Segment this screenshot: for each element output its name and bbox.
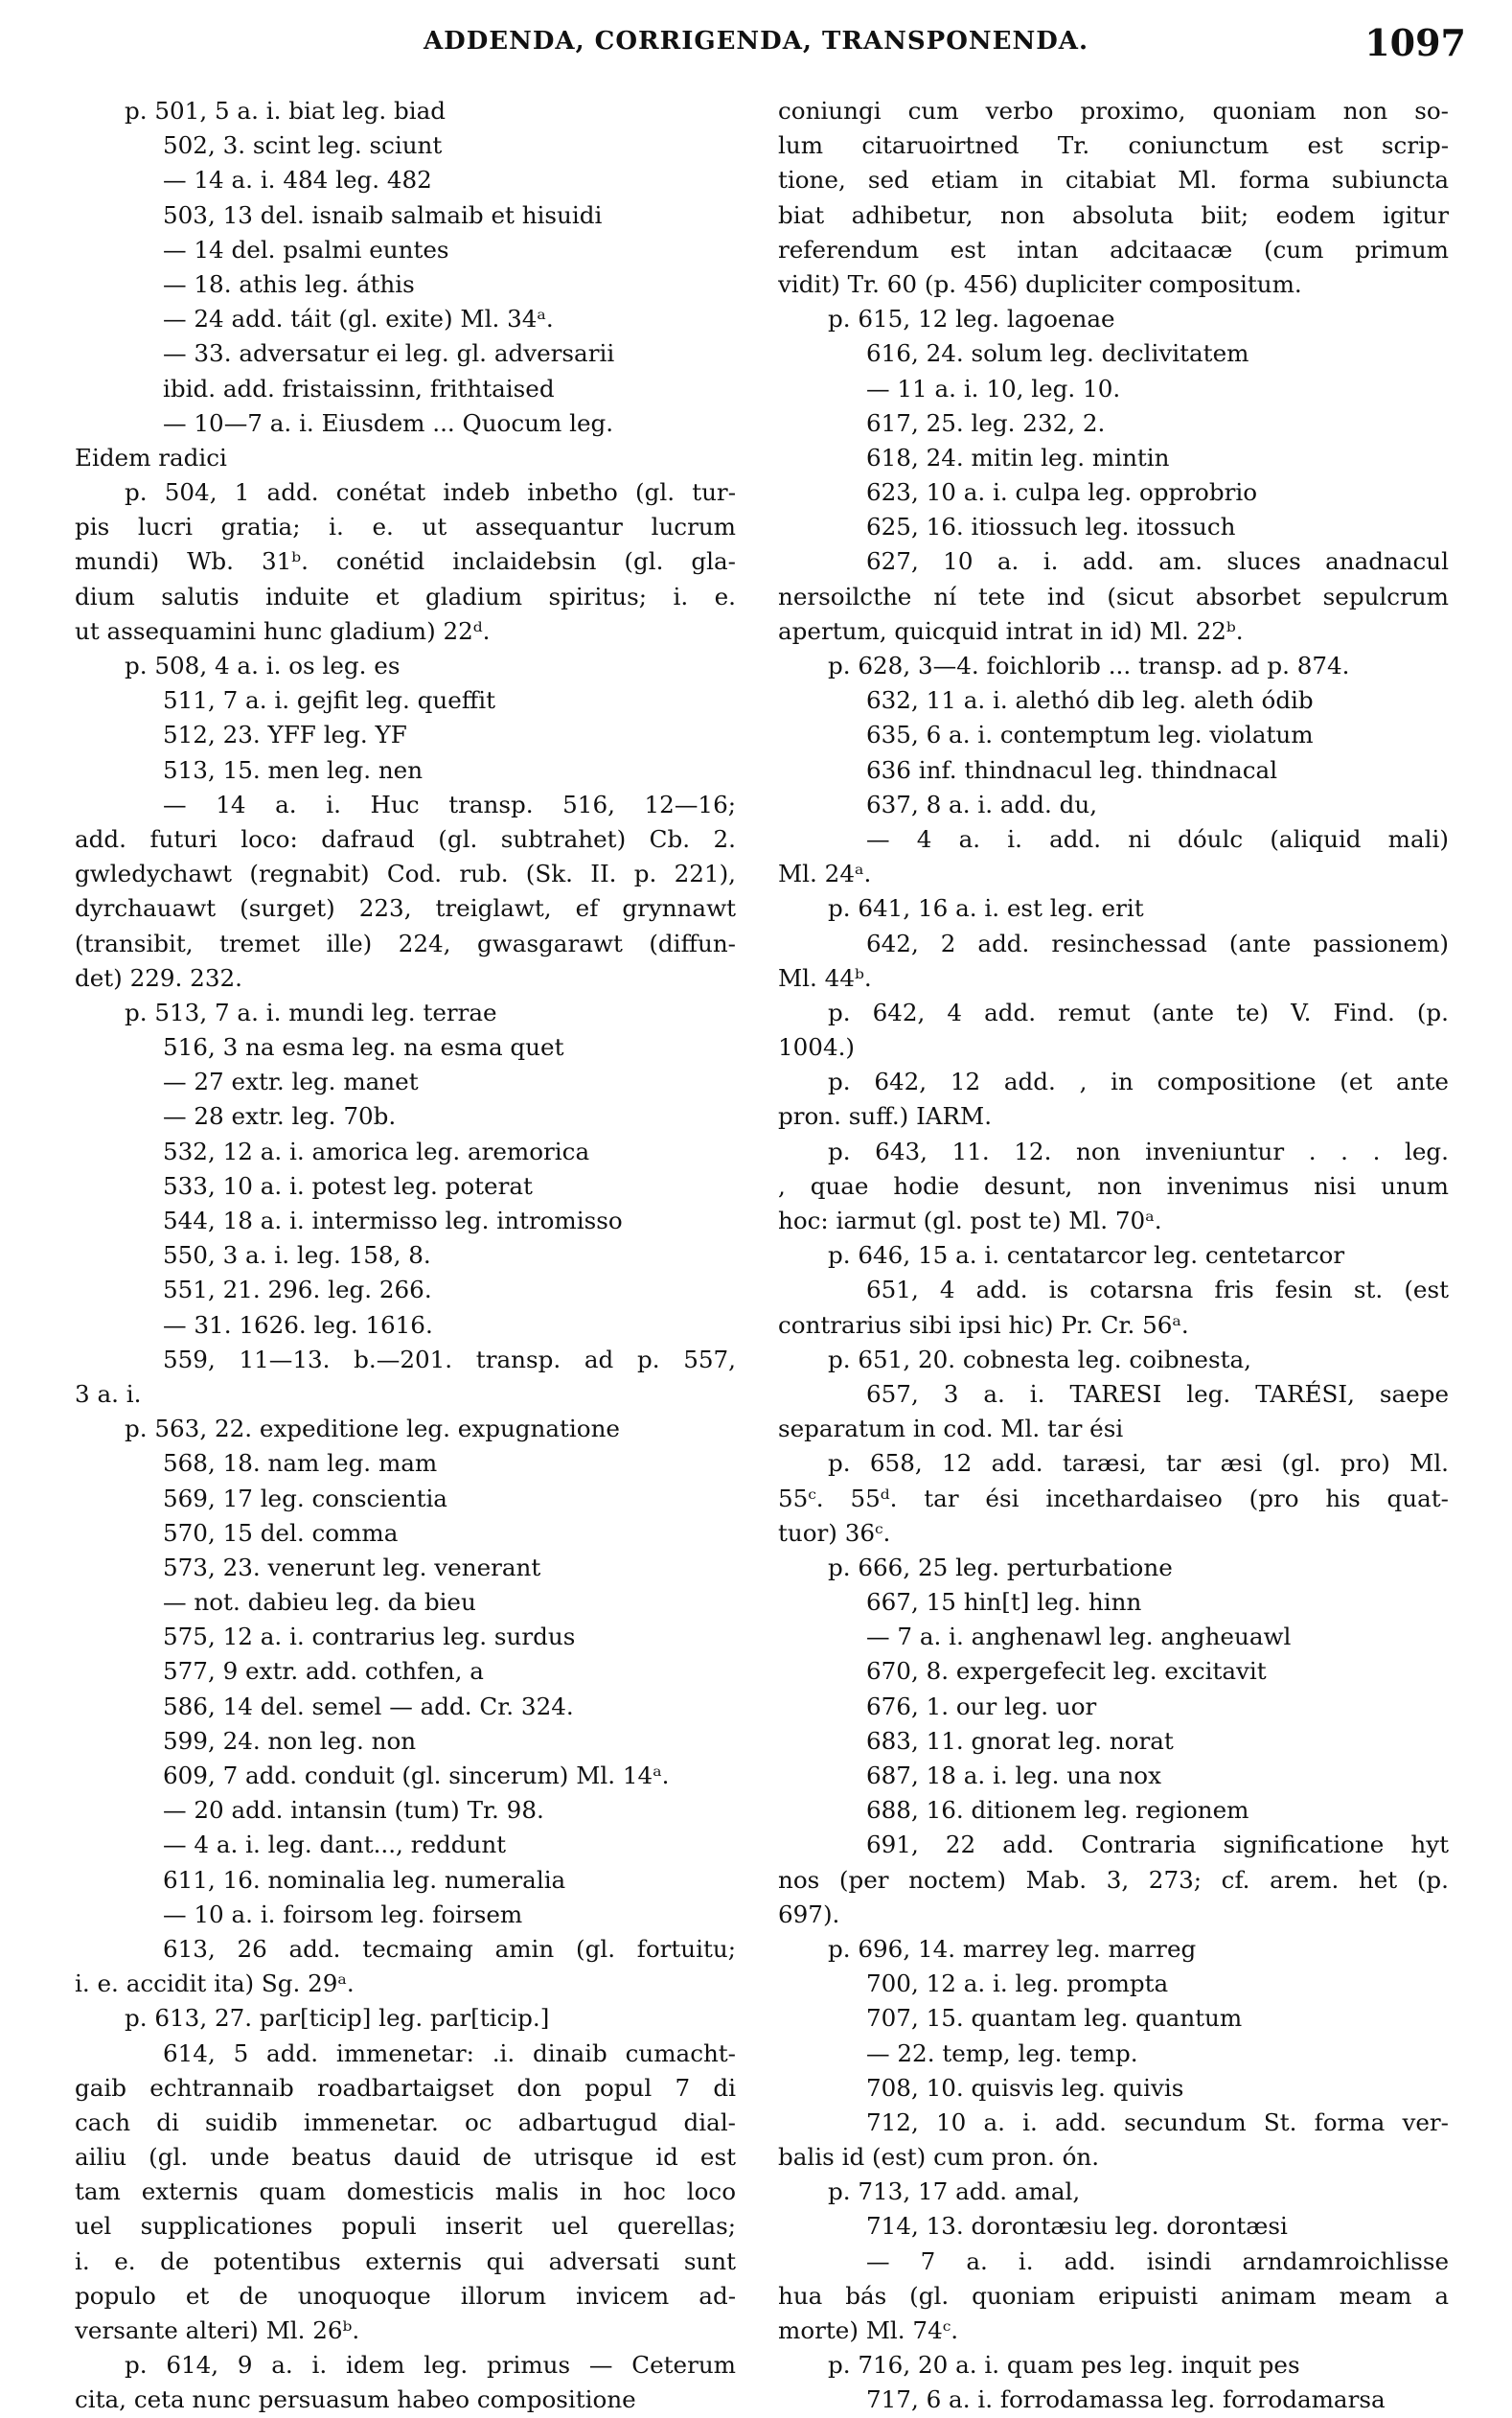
text-line: balis id (est) cum pron. ón. xyxy=(778,2143,1100,2172)
text-line: — 27 extr. leg. manet xyxy=(163,1068,419,1096)
text-line: tam externis quam domesticis malis in hoc loco xyxy=(75,2177,736,2206)
text-line: 502, 3. scint leg. sciunt xyxy=(163,131,443,160)
text-line: mundi) Wb. 31ᵇ. conétid inclaidebsin (gl. gla- xyxy=(75,547,736,576)
text-line: uel supplicationes populi inserit uel querellas; xyxy=(75,2212,736,2241)
text-line: — 7 a. i. add. isindi arndamroichlisse xyxy=(866,2246,1449,2275)
text-line: Ml. 44ᵇ. xyxy=(778,963,872,992)
text-line: p. 643, 11. 12. non inveniuntur . . . leg. xyxy=(828,1137,1449,1165)
text-line: 575, 12 a. i. contrarius leg. surdus xyxy=(163,1623,576,1651)
text-line: 3 a. i. xyxy=(75,1379,142,1408)
text-line: 688, 16. ditionem leg. regionem xyxy=(866,1796,1249,1825)
text-line: cach di suidib immenetar. oc adbartugud dial- xyxy=(75,2107,736,2136)
text-line: p. 513, 7 a. i. mundi leg. terrae xyxy=(125,998,497,1026)
text-line: — 28 extr. leg. 70b. xyxy=(163,1102,397,1131)
text-line: — 14 del. psalmi euntes xyxy=(163,235,449,264)
text-line: 533, 10 a. i. potest leg. poterat xyxy=(163,1171,533,1200)
text-line: 651, 4 add. is cotarsna fris fesin st. (est xyxy=(866,1276,1449,1304)
text-line: 683, 11. gnorat leg. norat xyxy=(866,1726,1174,1755)
text-line: 632, 11 a. i. alethó dib leg. aleth ódib xyxy=(866,686,1314,715)
text-line: 618, 24. mitin leg. mintin xyxy=(866,443,1170,472)
text-line: 712, 10 a. i. add. secundum St. forma ver- xyxy=(866,2107,1449,2136)
text-line: p. 666, 25 leg. perturbatione xyxy=(828,1553,1173,1581)
page-header xyxy=(0,21,1512,67)
text-line: 670, 8. expergefecit leg. excitavit xyxy=(866,1657,1267,1686)
text-line: dium salutis induite et gladium spiritus; i. e. xyxy=(75,582,736,610)
text-line: p. 615, 12 leg. lagoenae xyxy=(828,305,1115,334)
text-line: p. 508, 4 a. i. os leg. es xyxy=(125,652,401,679)
text-line: i. e. accidit ita) Sg. 29ᵃ. xyxy=(75,1969,355,1998)
text-line: 613, 26 add. tecmaing amin (gl. fortuitu; xyxy=(163,1934,736,1963)
text-line: 611, 16. nominalia leg. numeralia xyxy=(163,1865,566,1894)
text-line: (transibit, tremet ille) 224, gwasgarawt (diffun- xyxy=(75,929,736,957)
text-line: p. 613, 27. par[ticip] leg. par[ticip.] xyxy=(125,2004,550,2033)
text-line: 609, 7 add. conduit (gl. sincerum) Ml. 14ᵃ. xyxy=(163,1762,670,1789)
text-line: 551, 21. 296. leg. 266. xyxy=(163,1276,432,1304)
text-line: p. 504, 1 add. conétat indeb inbetho (gl. tur- xyxy=(125,478,736,507)
text-line: hoc: iarmut (gl. post te) Ml. 70ᵃ. xyxy=(778,1207,1162,1234)
text-line: 717, 6 a. i. forrodamassa leg. forrodamarsa xyxy=(866,2385,1386,2414)
text-line: morte) Ml. 74ᶜ. xyxy=(778,2316,959,2344)
text-line: cita, ceta nunc persuasum habeo compositione xyxy=(75,2385,636,2414)
text-line: 550, 3 a. i. leg. 158, 8. xyxy=(163,1241,431,1270)
text-line: 714, 13. dorontæsiu leg. dorontæsi xyxy=(866,2212,1288,2241)
text-line: 687, 18 a. i. leg. una nox xyxy=(866,1762,1161,1789)
text-line: 657, 3 a. i. TARESI leg. TARÉSI, saepe xyxy=(866,1379,1449,1408)
right-column xyxy=(778,94,1449,2418)
text-line: 513, 15. men leg. nen xyxy=(163,755,424,784)
text-line: — 4 a. i. add. ni dóulc (aliquid mali) xyxy=(866,824,1449,853)
text-line: 503, 13 del. isnaib salmaib et hisuidi xyxy=(163,200,603,229)
text-line: 617, 25. leg. 232, 2. xyxy=(866,408,1106,437)
text-line: — 22. temp, leg. temp. xyxy=(866,2038,1138,2067)
text-line: — 20 add. intansin (tum) Tr. 98. xyxy=(163,1796,544,1825)
text-line: 55ᶜ. 55ᵈ. tar ési incethardaiseo (pro his quat- xyxy=(778,1484,1449,1512)
text-line: 599, 24. non leg. non xyxy=(163,1726,417,1755)
text-line: contrarius sibi ipsi hic) Pr. Cr. 56ᵃ. xyxy=(778,1310,1189,1339)
text-line: dyrchauawt (surget) 223, treiglawt, ef grynnawt xyxy=(75,894,736,923)
text-line: — 14 a. i. Huc transp. 516, 12—16; xyxy=(163,790,736,818)
text-line: populo et de unoquoque illorum invicem ad- xyxy=(75,2281,736,2310)
text-line: ut assequamini hunc gladium) 22ᵈ. xyxy=(75,616,491,645)
text-line: gaib echtrannaib roadbartaigset don popul 7 di xyxy=(75,2073,736,2102)
page-number: 1097 xyxy=(1364,21,1466,64)
text-line: 516, 3 na esma leg. na esma quet xyxy=(163,1033,564,1062)
text-line: 532, 12 a. i. amorica leg. aremorica xyxy=(163,1137,590,1165)
text-line: p. 651, 20. cobnesta leg. coibnesta, xyxy=(828,1345,1251,1373)
text-line: 707, 15. quantam leg. quantum xyxy=(866,2004,1243,2033)
text-line: 700, 12 a. i. leg. prompta xyxy=(866,1969,1169,1998)
text-line: — 10 a. i. foirsom leg. foirsem xyxy=(163,1900,523,1928)
running-title: ADDENDA, CORRIGENDA, TRANSPONENDA. xyxy=(424,27,1088,56)
text-line: Ml. 24ᵃ. xyxy=(778,860,872,888)
text-line: 573, 23. venerunt leg. venerant xyxy=(163,1553,541,1581)
text-line: tione, sed etiam in citabiat Ml. forma subiuncta xyxy=(778,166,1449,195)
text-line: 586, 14 del. semel — add. Cr. 324. xyxy=(163,1692,574,1720)
text-line: — 10—7 a. i. Eiusdem ... Quocum leg. xyxy=(163,408,614,437)
text-line: referendum est intan adcitaacæ (cum primum xyxy=(778,235,1449,264)
text-line: 1004.) xyxy=(778,1033,856,1062)
text-line: 614, 5 add. immenetar: .i. dinaib cumacht- xyxy=(163,2038,736,2067)
text-line: apertum, quicquid intrat in id) Ml. 22ᵇ. xyxy=(778,616,1244,645)
text-line: gwledychawt (regnabit) Cod. rub. (Sk. II. p. 221), xyxy=(75,860,736,888)
text-line: 511, 7 a. i. gejfit leg. queffit xyxy=(163,686,496,715)
text-line: , quae hodie desunt, non invenimus nisi unum xyxy=(778,1171,1449,1200)
text-line: p. 696, 14. marrey leg. marreg xyxy=(828,1934,1197,1963)
text-line: p. 658, 12 add. taræsi, tar æsi (gl. pro) Ml. xyxy=(828,1449,1449,1478)
text-line: p. 642, 12 add. , in compositione (et ante xyxy=(828,1068,1449,1096)
text-line: add. futuri loco: dafraud (gl. subtrahet) Cb. 2. xyxy=(75,824,736,853)
text-line: 708, 10. quisvis leg. quivis xyxy=(866,2073,1184,2102)
text-line: — not. dabieu leg. da bieu xyxy=(163,1588,476,1617)
left-column xyxy=(75,94,736,2418)
text-line: — 4 a. i. leg. dant..., reddunt xyxy=(163,1831,507,1859)
text-line: 616, 24. solum leg. declivitatem xyxy=(866,339,1249,368)
text-line: — 7 a. i. anghenawl leg. angheuawl xyxy=(866,1623,1292,1651)
text-line: coniungi cum verbo proximo, quoniam non so- xyxy=(778,97,1449,125)
text-line: ailiu (gl. unde beatus dauid de utrisque id est xyxy=(75,2143,736,2172)
text-line: p. 716, 20 a. i. quam pes leg. inquit pes xyxy=(828,2351,1300,2380)
text-line: — 11 a. i. 10, leg. 10. xyxy=(866,374,1121,403)
text-line: versante alteri) Ml. 26ᵇ. xyxy=(75,2316,360,2344)
text-line: tuor) 36ᶜ. xyxy=(778,1518,891,1547)
text-line: p. 642, 4 add. remut (ante te) V. Find. (p. xyxy=(828,998,1449,1026)
text-line: 625, 16. itiossuch leg. itossuch xyxy=(866,513,1236,541)
text-line: lum citaruoirtned Tr. coniunctum est scrip- xyxy=(778,131,1449,160)
text-line: p. 614, 9 a. i. idem leg. primus — Ceterum xyxy=(125,2351,736,2380)
text-line: det) 229. 232. xyxy=(75,963,242,992)
text-line: — 14 a. i. 484 leg. 482 xyxy=(163,166,432,195)
text-line: vidit) Tr. 60 (p. 456) dupliciter compositum. xyxy=(778,269,1302,298)
text-line: 642, 2 add. resinchessad (ante passionem) xyxy=(866,929,1449,957)
text-line: hua bás (gl. quoniam eripuisti animam meam a xyxy=(778,2281,1449,2310)
text-line: 559, 11—13. b.—201. transp. ad p. 557, xyxy=(163,1345,736,1373)
text-line: separatum in cod. Ml. tar ési xyxy=(778,1415,1124,1443)
text-line: i. e. de potentibus externis qui adversati sunt xyxy=(75,2246,736,2275)
text-line: nos (per noctem) Mab. 3, 273; cf. arem. het (p. xyxy=(778,1865,1449,1894)
text-line: 512, 23. YFF leg. YF xyxy=(163,721,407,749)
text-line: 577, 9 extr. add. cothfen, a xyxy=(163,1657,484,1686)
text-line: 676, 1. our leg. uor xyxy=(866,1692,1097,1720)
text-line: 544, 18 a. i. intermisso leg. intromisso xyxy=(163,1207,623,1234)
text-line: 570, 15 del. comma xyxy=(163,1518,399,1547)
text-line: 627, 10 a. i. add. am. sluces anadnacul xyxy=(866,547,1449,576)
text-line: p. 628, 3—4. foichlorib ... transp. ad p. 874. xyxy=(828,652,1350,679)
text-line: 697). xyxy=(778,1900,840,1928)
text-line: Eidem radici xyxy=(75,443,227,472)
text-line: p. 501, 5 a. i. biat leg. biad xyxy=(125,97,447,125)
text-line: 667, 15 hin[t] leg. hinn xyxy=(866,1588,1142,1617)
text-line: — 31. 1626. leg. 1616. xyxy=(163,1310,433,1339)
text-line: — 33. adversatur ei leg. gl. adversarii xyxy=(163,339,615,368)
text-line: 568, 18. nam leg. mam xyxy=(163,1449,438,1478)
text-line: p. 646, 15 a. i. centatarcor leg. centetarcor xyxy=(828,1241,1345,1270)
text-line: nersoilcthe ní tete ind (sicut absorbet sepulcrum xyxy=(778,582,1449,610)
text-line: 691, 22 add. Contraria significatione hyt xyxy=(866,1831,1449,1859)
text-line: biat adhibetur, non absoluta biit; eodem igitur xyxy=(778,200,1449,229)
text-line: — 24 add. táit (gl. exite) Ml. 34ᵃ. xyxy=(163,305,554,334)
text-line: pis lucri gratia; i. e. ut assequantur lucrum xyxy=(75,513,736,541)
text-line: ibid. add. fristaissinn, frithtaised xyxy=(163,374,555,403)
text-line: pron. suff.) IARM. xyxy=(778,1102,993,1131)
text-line: 623, 10 a. i. culpa leg. opprobrio xyxy=(866,478,1258,507)
text-line: — 18. athis leg. áthis xyxy=(163,269,415,298)
text-line: p. 563, 22. expeditione leg. expugnatione xyxy=(125,1415,620,1443)
text-line: 637, 8 a. i. add. du, xyxy=(866,790,1098,818)
text-line: p. 641, 16 a. i. est leg. erit xyxy=(828,894,1144,923)
text-line: 635, 6 a. i. contemptum leg. violatum xyxy=(866,721,1314,749)
text-line: 636 inf. thindnacul leg. thindnacal xyxy=(866,755,1278,784)
text-line: p. 713, 17 add. amal, xyxy=(828,2177,1081,2206)
text-line: 569, 17 leg. conscientia xyxy=(163,1484,447,1512)
